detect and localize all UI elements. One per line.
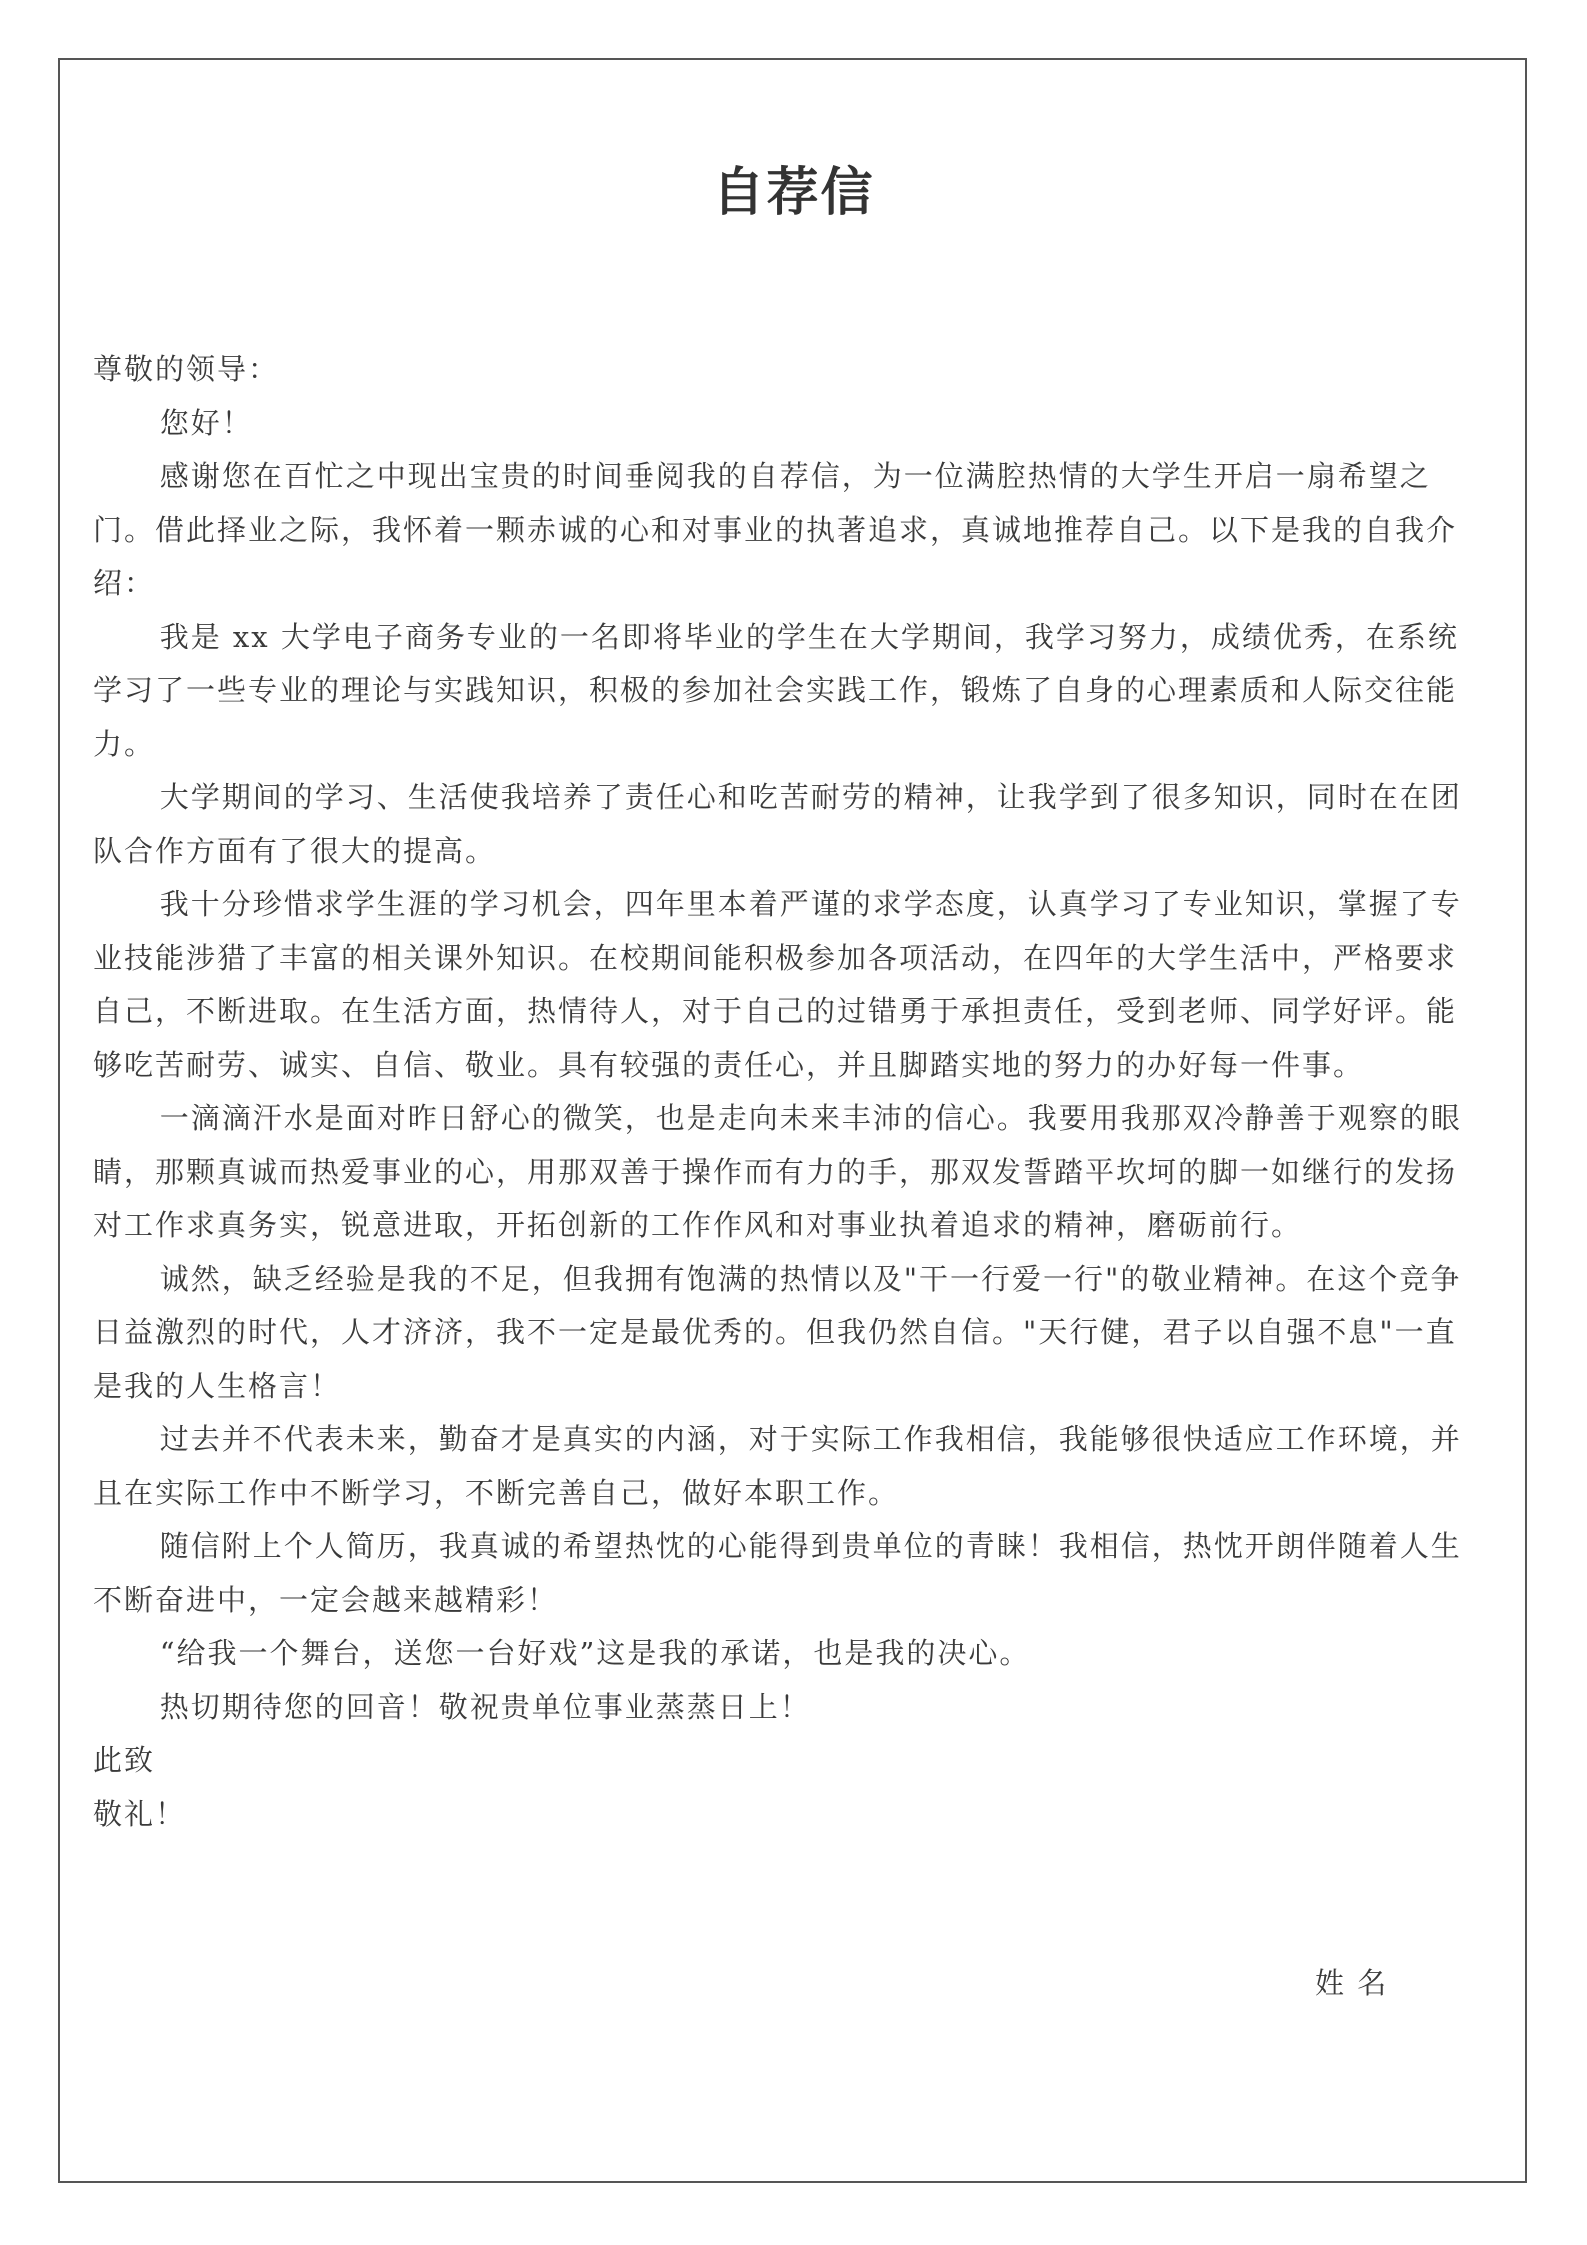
paragraph: 过去并不代表未来，勤奋才是真实的内涵，对于实际工作我相信，我能够很快适应工作环境，并且在实际工作中不断学习，不断完善自己，做好本职工作。 [93,1422,1462,1510]
letter-title: 自荐信 [712,163,875,223]
salutation: 尊敬的领导： [93,352,280,386]
signature: 姓 名 [1315,1966,1389,2000]
paragraph: 大学期间的学习、生活使我培养了责任心和吃苦耐劳的精神，让我学到了很多知识，同时在在团队合作方面有了很大的提高。 [93,780,1462,868]
closing-salute: 敬礼！ [93,1796,187,1831]
paragraph: “给我一个舞台，送您一台好戏”这是我的承诺，也是我的决心。 [159,1636,1031,1670]
paragraph: 一滴滴汗水是面对昨日舒心的微笑，也是走向未来丰沛的信心。我要用我那双冷静善于观察的眼睛，那颗真诚而热爱事业的心，用那双善于操作而有力的手，那双发誓踏平坎坷的脚一如继行的发扬对工作求真务实，锐意进取，开拓创新的工作作风和对事业执着追求的精神，磨砺前行。 [93,1101,1462,1242]
paragraph: 诚然，缺乏经验是我的不足，但我拥有饱满的热情以及"干一行爱一行"的敬业精神。在这个竞争日益激烈的时代，人才济济，我不一定是最优秀的。但我仍然自信。"天行健，君子以自强不息"一直是我的人生格言！ [93,1261,1462,1403]
paragraph: 感谢您在百忙之中现出宝贵的时间垂阅我的自荐信，为一位满腔热情的大学生开启一扇希望之门。借此择业之际，我怀着一颗赤诚的心和对事业的执著追求，真诚地推荐自己。以下是我的自我介绍： [93,459,1458,600]
paragraph: 我是 xx 大学电子商务专业的一名即将毕业的学生在大学期间，我学习努力，成绩优秀，在系统学习了一些专业的理论与实践知识，积极的参加社会实践工作，锻炼了自身的心理素质和人际交往能力。 [93,619,1459,761]
paragraph: 随信附上个人简历，我真诚的希望热忱的心能得到贵单位的青睐！我相信，热忱开朗伴随着人生不断奋进中，一定会越来越精彩！ [93,1529,1462,1617]
greeting: 您好！ [159,405,253,440]
paragraph: 热切期待您的回音！敬祝贵单位事业蒸蒸日上！ [159,1689,811,1724]
paragraph: 我十分珍惜求学生涯的学习机会，四年里本着严谨的求学态度，认真学习了专业知识，掌握了专业技能涉猎了丰富的相关课外知识。在校期间能积极参加各项活动，在四年的大学生活中，严格要求自己，不断进取。在生活方面，热情待人，对于自己的过错勇于承担责任，受到老师、同学好评。能够吃苦耐劳、诚实、自信、敬业。具有较强的责任心，并且脚踏实地的努力的办好每一件事。 [93,887,1462,1082]
closing-phrase: 此致 [93,1743,156,1777]
letter-body [93,343,1468,1841]
